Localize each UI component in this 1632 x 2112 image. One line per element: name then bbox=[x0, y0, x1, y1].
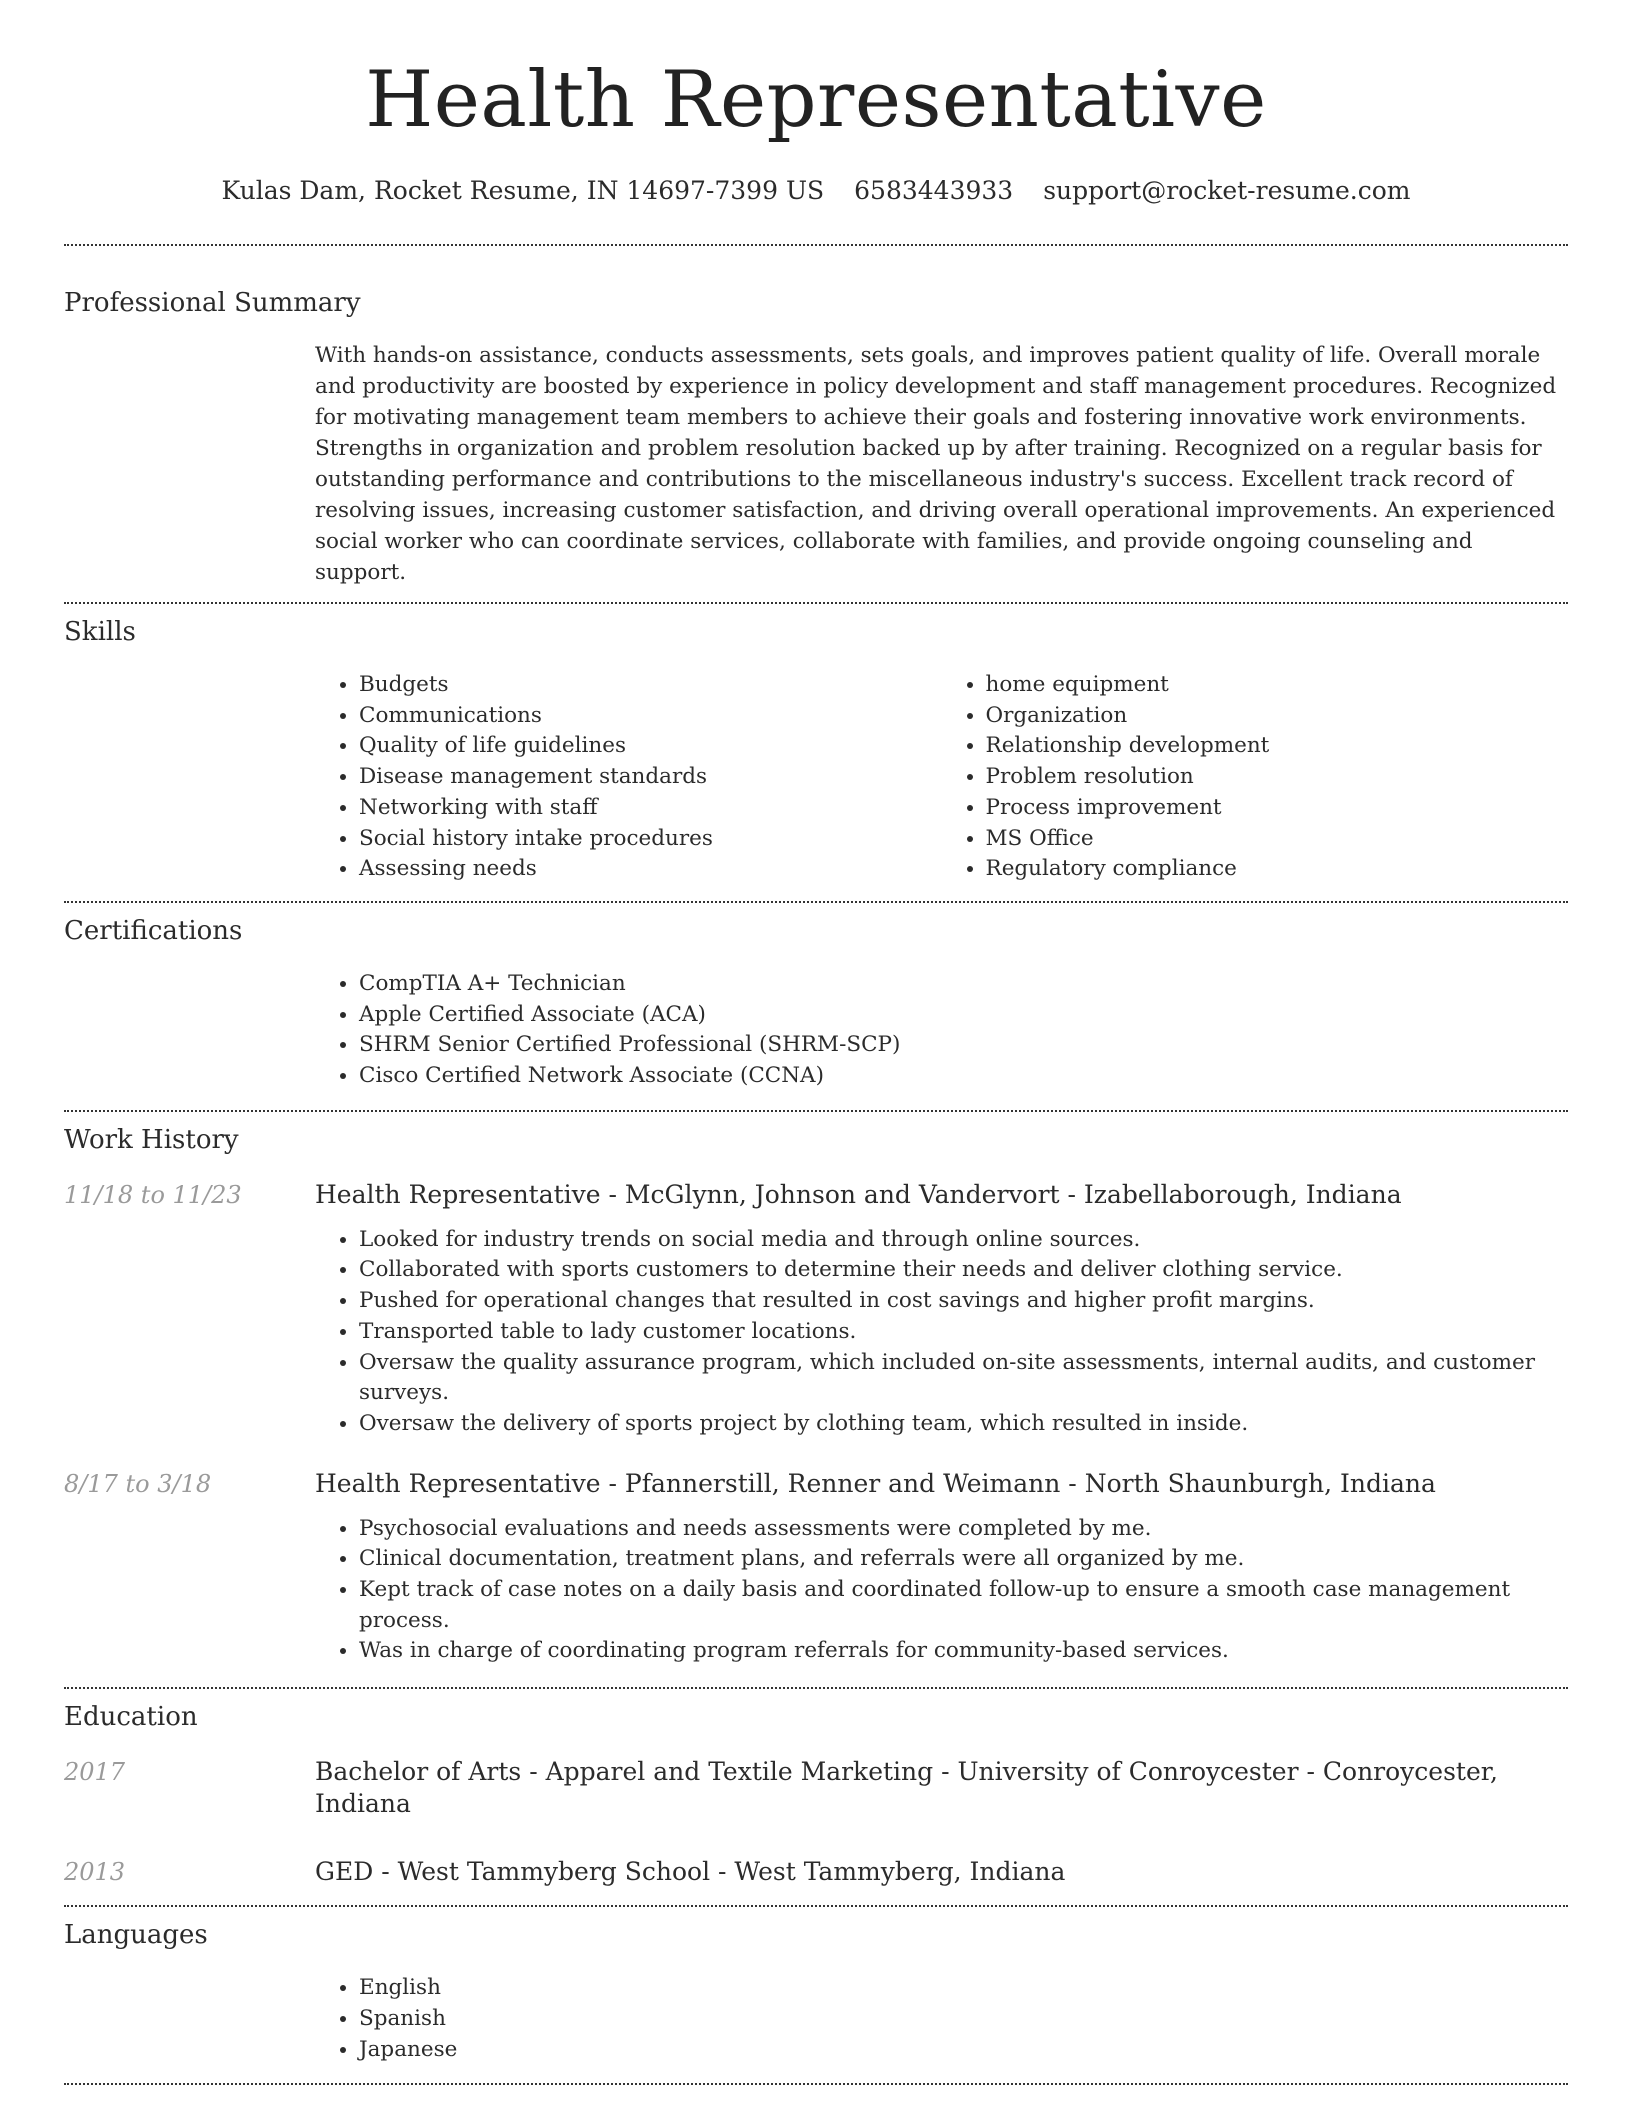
list-item: • English bbox=[359, 1973, 1568, 2004]
section-title-languages: Languages bbox=[64, 1920, 208, 1951]
list-item: • Disease management standards bbox=[359, 762, 942, 793]
list-item: • Kept track of case notes on a daily basis and coordinated follow-up to ensure a smooth case management process. bbox=[359, 1575, 1568, 1636]
work-bullet-list bbox=[315, 1514, 1568, 1668]
list-item: • Collaborated with sports customers to determine their needs and deliver clothing service. bbox=[359, 1255, 1568, 1286]
list-item: • Communications bbox=[359, 701, 942, 732]
education-entry bbox=[64, 1856, 1568, 1888]
certifications-content bbox=[315, 969, 1568, 1092]
section-title-summary: Professional Summary bbox=[64, 288, 361, 318]
summary-section bbox=[64, 246, 1568, 588]
list-item: • Oversaw the delivery of sports project by clothing team, which resulted in inside. bbox=[359, 1409, 1568, 1440]
list-item: • Pushed for operational changes that resulted in cost savings and higher profit margins. bbox=[359, 1286, 1568, 1317]
list-item: • Spanish bbox=[359, 2004, 1568, 2035]
divider bbox=[64, 2083, 1568, 2085]
work-dates: 11/18 to 11/23 bbox=[64, 1180, 242, 1209]
work-bullet-list bbox=[315, 1225, 1568, 1440]
contact-address: Kulas Dam, Rocket Resume, IN 14697-7399 US bbox=[221, 176, 825, 205]
list-item: • Relationship development bbox=[986, 731, 1569, 762]
education-year: 2013 bbox=[64, 1858, 126, 1887]
work-bullets bbox=[315, 1225, 1568, 1440]
list-item: • Quality of life guidelines bbox=[359, 731, 942, 762]
work-heading: Health Representative - McGlynn, Johnson and Vandervort - Izabellaborough, Indiana bbox=[315, 1179, 1402, 1209]
list-item: • Psychosocial evaluations and needs assessments were completed by me. bbox=[359, 1514, 1568, 1545]
contact-phone: 6583443933 bbox=[854, 176, 1014, 205]
education-year: 2017 bbox=[64, 1758, 126, 1787]
work-section bbox=[64, 1112, 1568, 1667]
certifications-section bbox=[64, 903, 1568, 1092]
section-title-work: Work History bbox=[64, 1124, 239, 1155]
skills-grid bbox=[315, 670, 1568, 885]
resume-name: Health Representative bbox=[365, 55, 1267, 145]
skills-list-left bbox=[315, 670, 942, 885]
list-item: • Looked for industry trends on social media and through online sources. bbox=[359, 1225, 1568, 1256]
list-item: • Clinical documentation, treatment plans, and referrals were all organized by me. bbox=[359, 1544, 1568, 1575]
section-title-certifications: Certifications bbox=[64, 915, 243, 946]
list-item: • Cisco Certified Network Associate (CCNA) bbox=[359, 1061, 1568, 1092]
list-item: • Process improvement bbox=[986, 793, 1569, 824]
list-item: • Transported table to lady customer locations. bbox=[359, 1317, 1568, 1348]
education-entry bbox=[64, 1756, 1568, 1820]
summary-text: With hands-on assistance, conducts assessments, sets goals, and improves patient quality of life. Overall morale and productivity are boosted by experience in policy development and staff management procedures. Recognized for motivating management team members to achieve their goals and fostering innovative work environments. Strengths in organization and problem resolution backed up by after training. Recognized on a regular basis for outstanding performance and contributions to the miscellaneous industry's success. Excellent track record of resolving issues, increasing customer satisfaction, and driving overall operational improvements. An experienced social worker who can coordinate services, collaborate with families, and provide ongoing counseling and support. bbox=[315, 343, 1557, 585]
list-item: • Assessing needs bbox=[359, 854, 942, 885]
list-item: • Apple Certified Associate (ACA) bbox=[359, 1000, 1568, 1031]
contact-email: support@rocket-resume.com bbox=[1043, 176, 1411, 205]
list-item: • Organization bbox=[986, 701, 1569, 732]
languages-section bbox=[64, 1907, 1568, 2065]
list-item: • Social history intake procedures bbox=[359, 824, 942, 855]
work-dates: 8/17 to 3/18 bbox=[64, 1469, 212, 1498]
list-item: • MS Office bbox=[986, 824, 1569, 855]
list-item: • Budgets bbox=[359, 670, 942, 701]
list-item: • Problem resolution bbox=[986, 762, 1569, 793]
list-item: • CompTIA A+ Technician bbox=[359, 969, 1568, 1000]
list-item: • Japanese bbox=[359, 2035, 1568, 2066]
list-item: • Was in charge of coordinating program referrals for community-based services. bbox=[359, 1636, 1568, 1667]
languages-content bbox=[315, 1973, 1568, 2065]
section-title-skills: Skills bbox=[64, 617, 136, 647]
certifications-list bbox=[315, 969, 1568, 1092]
education-heading: Bachelor of Arts - Apparel and Textile Marketing - University of Conroycester - Conroycester, Indiana bbox=[315, 1757, 1498, 1819]
languages-list bbox=[315, 1973, 1568, 2065]
work-heading: Health Representative - Pfannerstill, Renner and Weimann - North Shaunburgh, Indiana bbox=[315, 1468, 1436, 1498]
list-item: • Oversaw the quality assurance program, which included on-site assessments, internal audits, and customer surveys. bbox=[359, 1348, 1568, 1409]
section-title-education: Education bbox=[64, 1702, 198, 1733]
skills-list-right bbox=[942, 670, 1569, 885]
work-bullets bbox=[315, 1514, 1568, 1668]
contact-line bbox=[64, 174, 1568, 208]
work-entry bbox=[64, 1179, 1568, 1211]
list-item: • Regulatory compliance bbox=[986, 854, 1569, 885]
list-item: • Networking with staff bbox=[359, 793, 942, 824]
skills-section bbox=[64, 604, 1568, 885]
education-section bbox=[64, 1689, 1568, 1888]
list-item: • SHRM Senior Certified Professional (SHRM-SCP) bbox=[359, 1030, 1568, 1061]
education-heading: GED - West Tammyberg School - West Tammyberg, Indiana bbox=[315, 1857, 1066, 1887]
list-item: • home equipment bbox=[986, 670, 1569, 701]
work-entry bbox=[64, 1468, 1568, 1500]
